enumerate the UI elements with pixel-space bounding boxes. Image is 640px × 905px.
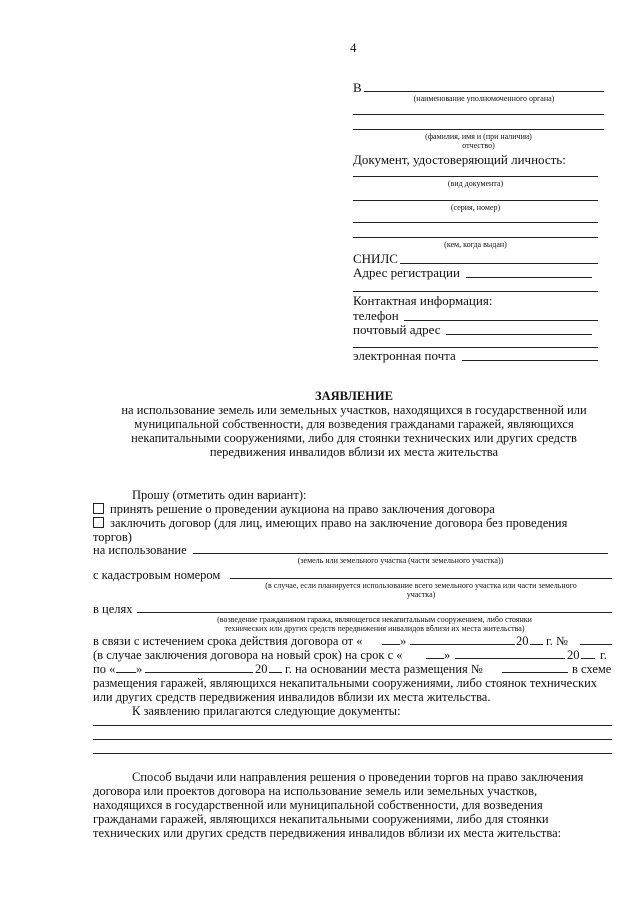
doc-type-line[interactable]: [353, 176, 598, 177]
expiry-text-a: в связи с истечением срока действия договора от «: [93, 634, 363, 648]
to-text-e: в схеме: [572, 662, 612, 676]
issued-line-2[interactable]: [353, 237, 598, 238]
auction-checkbox[interactable]: [93, 503, 104, 514]
phone-line[interactable]: [404, 320, 598, 321]
fio-line-1[interactable]: [353, 114, 604, 115]
cadastral-caption-2: участка): [406, 590, 436, 599]
placement-number-line[interactable]: [502, 672, 568, 673]
cadastral-line[interactable]: [230, 578, 612, 579]
purpose-caption-1: (возведение гражданином гаража, являющегося некапитальным сооружением, либо стоянки: [217, 615, 532, 624]
fio-line-2[interactable]: [353, 129, 604, 130]
expiry-text-d: г. №: [546, 634, 568, 648]
method-line-4: гражданами гаражей, являющихся некапитальными сооружениями, либо для стоянки: [93, 812, 549, 826]
page-number: 4: [350, 40, 357, 55]
option-auction-label: принять решение о проведении аукциона на право заключения договора: [110, 502, 495, 516]
fio-caption-2: отчество): [462, 141, 495, 150]
use-line[interactable]: [193, 553, 608, 554]
scheme-line-1: размещения гаражей, являющихся некапитальными сооружениями, либо стоянок технических: [93, 676, 598, 690]
contract-checkbox[interactable]: [93, 517, 104, 528]
newterm-text-c: 20: [567, 648, 580, 662]
title-line-3: некапитальными сооружениями, либо для стоянки технических или других средств: [131, 431, 577, 445]
scheme-line-2: или других средств передвижения инвалидов вблизи их места жительства.: [93, 690, 491, 704]
phone-label: телефон: [353, 308, 399, 323]
attachment-line-2[interactable]: [93, 739, 612, 740]
address-line-2[interactable]: [353, 291, 598, 292]
attachment-line-3[interactable]: [93, 753, 612, 754]
method-line-1: Способ выдачи или направления решения о проведении торгов на право заключения: [132, 770, 584, 784]
use-label: на использование: [93, 543, 187, 557]
postal-label: почтовый адрес: [353, 322, 441, 337]
doc-type-caption: (вид документа): [447, 179, 504, 188]
purpose-line[interactable]: [137, 612, 612, 613]
email-line[interactable]: [462, 360, 598, 361]
address-line[interactable]: [466, 277, 592, 278]
issued-caption: (кем, когда выдан): [444, 240, 507, 249]
address-label: Адрес регистрации: [353, 265, 460, 280]
title-line-2: муниципальной собственности, для возведения гражданами гаражей, являющихся: [134, 417, 574, 431]
use-caption: (земель или земельного участка (части земельного участка)): [297, 556, 504, 565]
newterm-text-b: »: [444, 648, 451, 662]
contact-label: Контактная информация:: [353, 293, 493, 308]
to-label: В: [353, 80, 362, 95]
purpose-label: в целях: [93, 602, 133, 616]
option-contract-label: заключить договор (для лиц, имеющих право на заключение договора без проведения: [110, 516, 568, 530]
attachment-line-1[interactable]: [93, 725, 612, 726]
to-text-d: г. на основании места размещения №: [285, 662, 483, 676]
fio-caption: (фамилия, имя и (при наличии): [425, 132, 532, 141]
to-month-line[interactable]: [145, 672, 253, 673]
to-text-c: 20: [255, 662, 268, 676]
request-text: Прошу (отметить один вариант):: [132, 488, 307, 502]
option-auction[interactable]: [93, 502, 495, 516]
purpose-caption-2: технических или других средств передвижения инвалидов вблизи их места жительства): [224, 624, 525, 633]
series-caption: (серия, номер): [450, 203, 501, 212]
authority-caption: (наименование уполномоченного органа): [413, 94, 555, 103]
newterm-year-line[interactable]: [581, 658, 595, 659]
postal-line[interactable]: [446, 334, 592, 335]
expiry-text-b: »: [400, 634, 407, 648]
series-line[interactable]: [353, 200, 598, 201]
to-text-a: по «: [93, 662, 116, 676]
method-line-5: технических или других средств передвижения инвалидов вблизи их места жительства:: [93, 826, 562, 840]
expiry-month-line[interactable]: [410, 644, 515, 645]
snils-label: СНИЛС: [353, 251, 398, 266]
document-title: ЗАЯВЛЕНИЕ: [315, 389, 393, 403]
attached-label: К заявлению прилагаются следующие документы:: [132, 704, 401, 718]
title-line-1: на использование земель или земельных участков, находящихся в государственной или: [121, 403, 587, 417]
cadastral-caption-1: (в случае, если планируется использование всего земельного участка или части земельного: [265, 581, 577, 590]
title-line-4: передвижения инвалидов вблизи их места жительства: [209, 445, 499, 459]
newterm-day-line[interactable]: [426, 658, 444, 659]
to-text-b: »: [136, 662, 143, 676]
expiry-text-c: 20: [516, 634, 529, 648]
newterm-month-line[interactable]: [455, 658, 565, 659]
method-line-3: находящихся в государственной или муниципальной собственности, для возведения: [93, 798, 543, 812]
expiry-year-line[interactable]: [530, 644, 543, 645]
option-contract[interactable]: [93, 516, 613, 530]
option-contract-cont: торгов): [93, 530, 132, 544]
cadastral-label: с кадастровым номером: [93, 568, 221, 582]
to-day-line[interactable]: [116, 672, 136, 673]
expiry-day-line[interactable]: [382, 644, 400, 645]
newterm-text-d: г.: [600, 648, 607, 662]
newterm-text-a: (в случае заключения договора на новый срок) на срок с «: [93, 648, 403, 662]
authority-line[interactable]: [364, 91, 604, 92]
expiry-number-line[interactable]: [580, 644, 612, 645]
id-document-label: Документ, удостоверяющий личность:: [353, 152, 566, 167]
email-label: электронная почта: [353, 348, 456, 363]
issued-line-1[interactable]: [353, 222, 598, 223]
to-year-line[interactable]: [269, 672, 282, 673]
method-line-2: договора или проектов договора на использование земель или земельных участков,: [93, 784, 538, 798]
snils-line[interactable]: [400, 263, 598, 264]
